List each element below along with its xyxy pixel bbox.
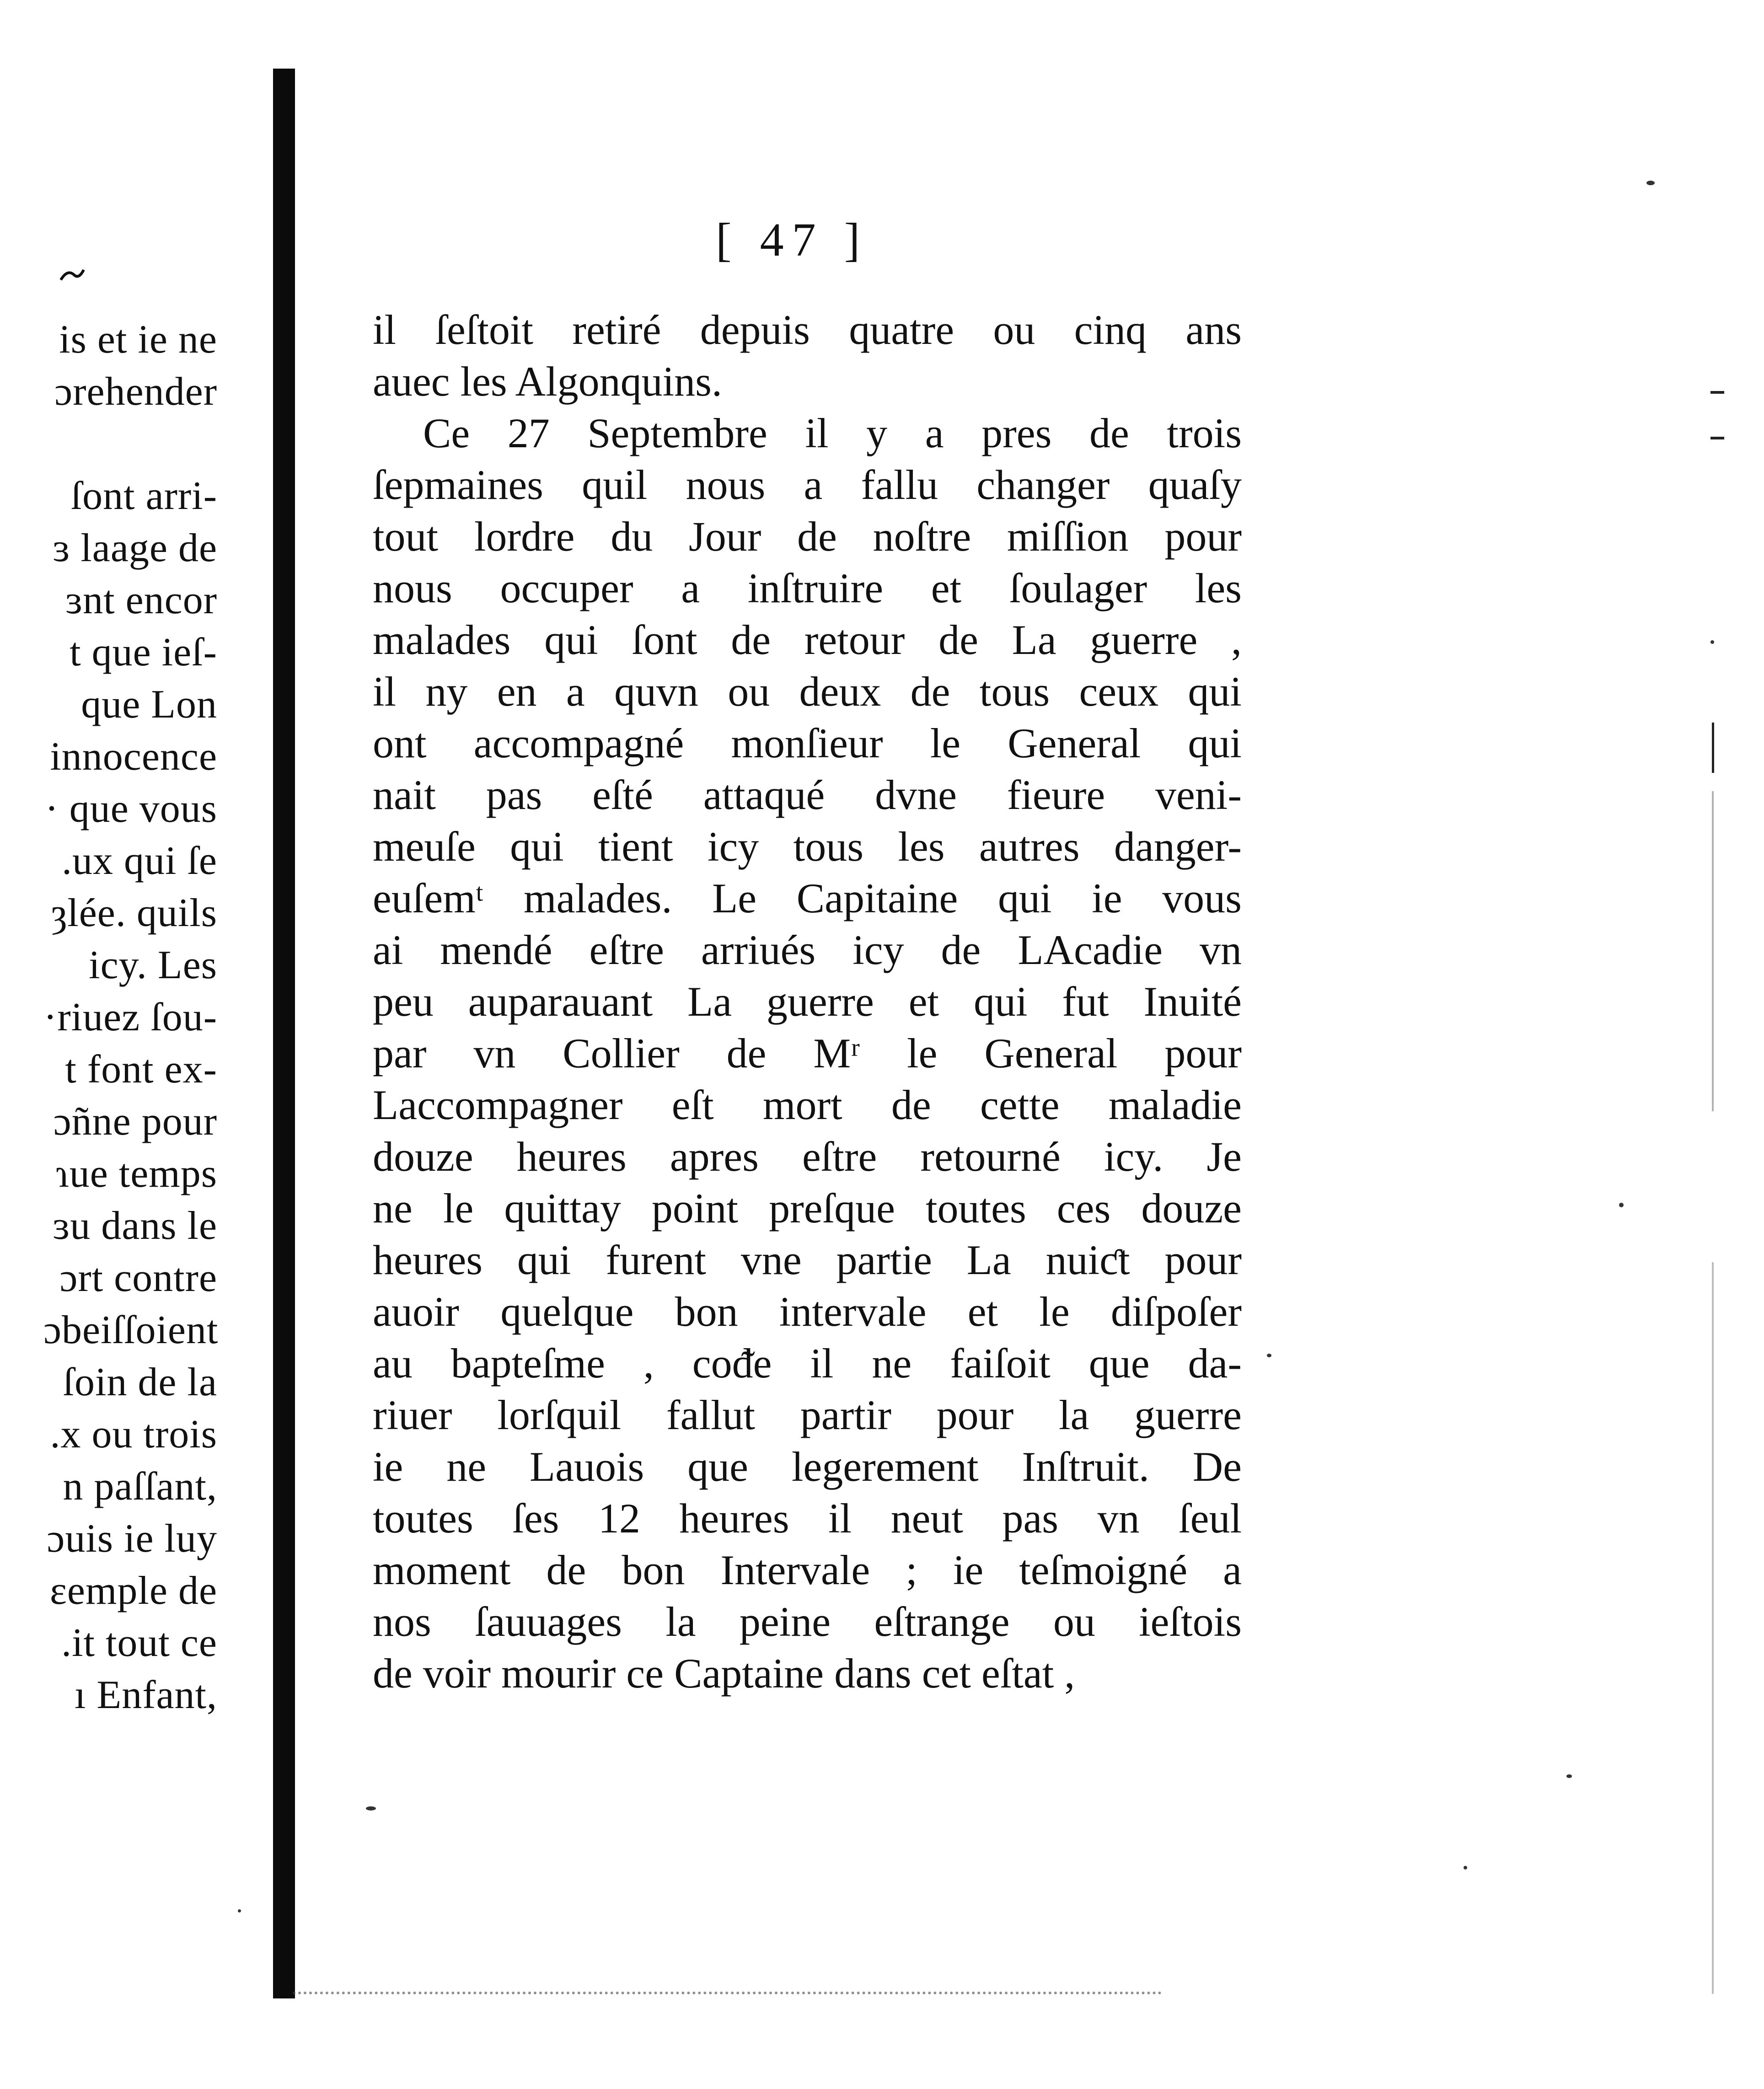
- text-line: ie ne Lauois que legerement Inſtruit. De: [373, 1443, 1242, 1490]
- text-line: il ſeſtoit retiré depuis quatre ou cinq ans: [373, 306, 1242, 353]
- facing-page-line: ɛemple de: [49, 1569, 217, 1613]
- page-bottom-edge: [293, 1992, 1162, 1994]
- speck: [1267, 1354, 1271, 1357]
- facing-page-line: ɜnt encor: [65, 578, 217, 622]
- binding-gutter-bar: [273, 69, 295, 1998]
- speck: [1464, 1866, 1467, 1869]
- facing-page-line: ɜu dans le: [53, 1204, 217, 1248]
- text-line: ne le quittay point preſque toutes ces douze: [373, 1185, 1242, 1232]
- text-line: nos ſauuages la peine eſtrange ou ieſtois: [373, 1598, 1242, 1645]
- text-line: riuer lorſquil fallut partir pour la guerre: [373, 1392, 1242, 1438]
- text-line: ſepmaines quil nous a fallu changer quaſy: [373, 461, 1242, 508]
- facing-page-line: ɔrt contre: [59, 1256, 217, 1300]
- right-edge-mark: [1710, 437, 1724, 439]
- facing-page-line: ɿue temps: [55, 1152, 217, 1196]
- text-line: auoir quelque bon intervale et le diſpoſer: [373, 1288, 1242, 1335]
- speck: [1619, 1203, 1624, 1207]
- page-number: [ 47 ]: [716, 214, 869, 266]
- facing-page-line: ·riuez ſou-: [43, 995, 217, 1039]
- paragraph-first-line: Ce 27 Septembre il y a pres de trois: [423, 410, 1242, 456]
- right-edge-mark: [1712, 791, 1714, 1111]
- facing-page-line: .x ou trois: [50, 1412, 217, 1457]
- facing-page-line: ſoin de la: [63, 1360, 217, 1404]
- facing-page-line: icy. Les: [89, 943, 217, 987]
- speck: [1646, 181, 1655, 185]
- text-line: ont accompagné monſieur le General qui: [373, 720, 1242, 766]
- text-line: heures qui furent vne partie La nuiƈt pour: [373, 1237, 1242, 1283]
- right-edge-mark: [1710, 391, 1724, 394]
- facing-page-line: .it tout ce: [61, 1621, 217, 1665]
- speck: [1566, 1774, 1572, 1778]
- speck: [238, 1909, 241, 1912]
- text-line: douze heures apres eſtre retourné icy. Je: [373, 1133, 1242, 1180]
- facing-page-line: ɔrehender: [54, 370, 217, 414]
- facing-page-line: t que ieſ-: [70, 630, 217, 675]
- text-line: moment de bon Intervale ; ie teſmoigné a: [373, 1547, 1242, 1593]
- facing-page-line: .ux qui ſe: [62, 839, 217, 883]
- ink-mark-icon: [59, 258, 86, 290]
- facing-page-line: que Lon: [81, 682, 217, 727]
- text-line: nait pas eſté attaqué dvne fieure veni-: [373, 771, 1242, 818]
- facing-page-line: n paſſant,: [63, 1464, 217, 1509]
- right-edge-mark: [1712, 723, 1714, 773]
- facing-page-line: ɔuis ie luy: [47, 1516, 217, 1561]
- text-line: nous occuper a inſtruire et ſoulager les: [373, 565, 1242, 611]
- text-line: peu auparauant La guerre et qui fut Inuité: [373, 978, 1242, 1025]
- facing-page-line: ȝlée. quils: [51, 891, 217, 935]
- text-line: toutes ſes 12 heures il neut pas vn ſeul: [373, 1495, 1242, 1542]
- facing-page-line: innocence: [50, 734, 217, 779]
- text-line: meuſe qui tient icy tous les autres danger-: [373, 823, 1242, 870]
- facing-page-line: ɔbeiſſoient: [43, 1308, 219, 1352]
- text-line: ai mendé eſtre arriués icy de LAcadie vn: [373, 927, 1242, 973]
- text-line: euſemᵗ malades. Le Capitaine qui ie vous: [373, 875, 1242, 921]
- facing-page-line: t font ex-: [65, 1047, 217, 1092]
- text-line: Laccompagner eſt mort de cette maladie: [373, 1082, 1242, 1128]
- facing-page-line: ſont arri-: [70, 474, 217, 518]
- speck: [1710, 640, 1714, 644]
- facing-page-fragment: [0, 0, 274, 2089]
- right-edge-mark: [1712, 1262, 1714, 1994]
- text-line: au bapteſme , coᵭe il ne faiſoit que da-: [373, 1340, 1242, 1387]
- facing-page-line: ɔñne pour: [53, 1099, 217, 1144]
- facing-page-line: ı Enfant,: [74, 1673, 217, 1717]
- facing-page-line: ɜ laage de: [53, 526, 217, 570]
- text-line: de voir mourir ce Captaine dans cet eſtat ,: [373, 1650, 1075, 1697]
- text-line: auec les Algonquins.: [373, 358, 722, 405]
- text-line: il ny en a quvn ou deux de tous ceux qui: [373, 668, 1242, 715]
- facing-page-line: · que vous: [45, 787, 217, 831]
- text-line: tout lordre du Jour de noſtre miſſion pour: [373, 513, 1242, 560]
- text-line: par vn Collier de Mʳ le General pour: [373, 1030, 1242, 1077]
- facing-page-line: is et ie ne: [59, 317, 217, 362]
- text-line: malades qui ſont de retour de La guerre ,: [373, 616, 1242, 663]
- speck: [366, 1806, 376, 1810]
